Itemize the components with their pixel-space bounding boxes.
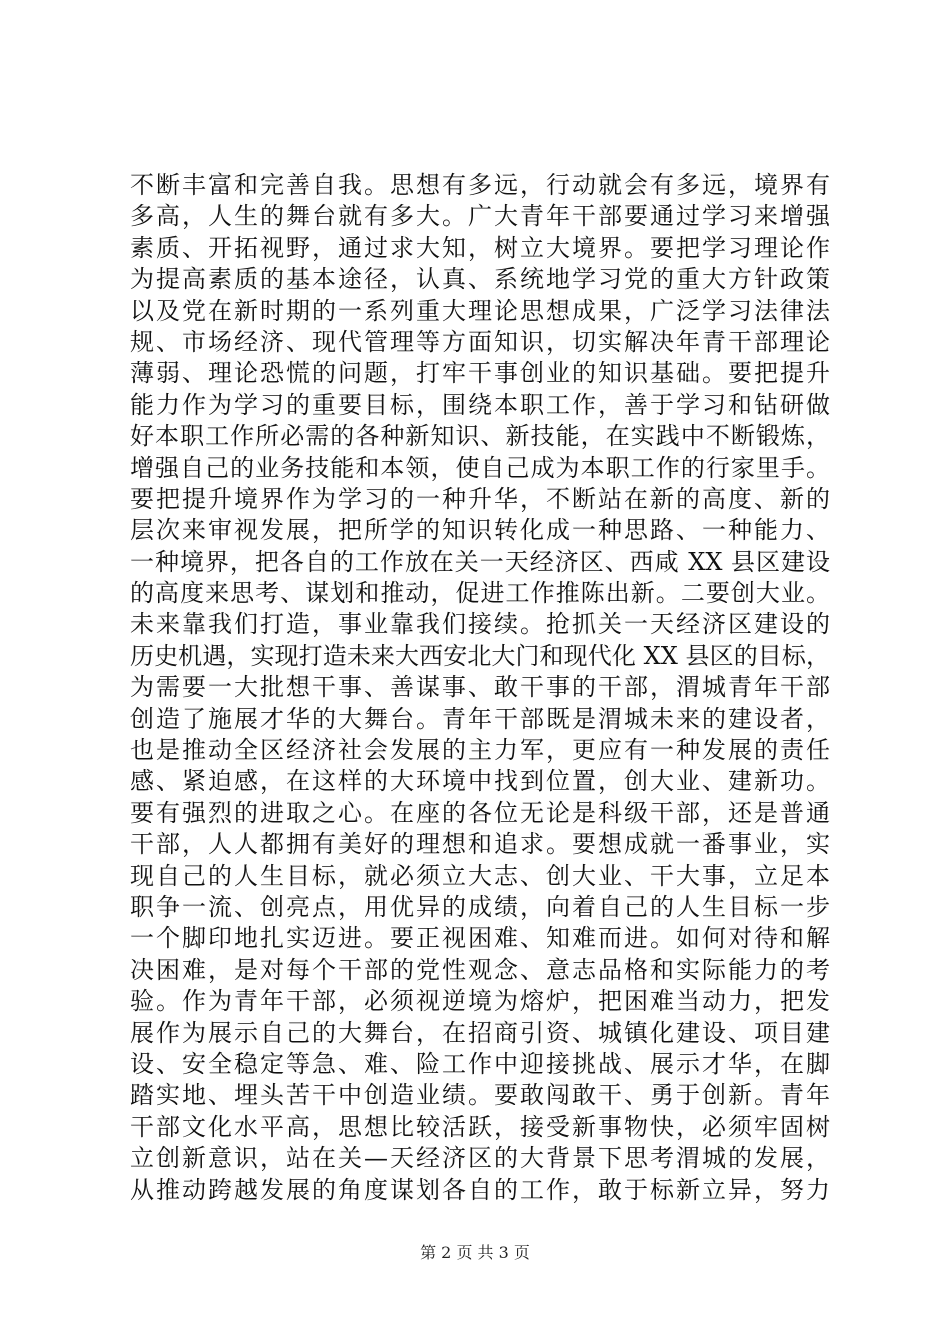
text-line: 能力作为学习的重要目标，围绕本职工作，善于学习和钻研做 <box>130 390 830 419</box>
text-line: 多高，人生的舞台就有多大。广大青年干部要通过学习来增强 <box>130 202 830 231</box>
body-text <box>130 170 830 1206</box>
text-line: 不断丰富和完善自我。思想有多远，行动就会有多远，境界有 <box>130 171 830 199</box>
text-line: 未来靠我们打造，事业靠我们接续。抢抓关一天经济区建设的 <box>130 610 830 639</box>
text-line: 为需要一大批想干事、善谋事、敢干事的干部，渭城青年干部 <box>130 673 830 702</box>
text-line: 创造了施展才华的大舞台。青年干部既是渭城未来的建设者， <box>130 704 830 733</box>
text-line: 为提高素质的基本途径，认真、系统地学习党的重大方针政策 <box>130 265 830 294</box>
text-line: 以及党在新时期的一系列重大理论思想成果，广泛学习法律法 <box>130 296 830 325</box>
text-line: 一种境界，把各自的工作放在关一天经济区、西咸 XX 县区建设 <box>130 547 830 576</box>
text-line: 要把提升境界作为学习的一种升华，不断站在新的高度、新的 <box>130 484 830 513</box>
text-line: 层次来审视发展，把所学的知识转化成一种思路、一种能力、 <box>130 516 830 545</box>
text-line: 感、紧迫感，在这样的大环境中找到位置，创大业、建新功。 <box>130 767 830 796</box>
text-line: 踏实地、埋头苦干中创造业绩。要敢闯敢干、勇于创新。青年 <box>130 1081 830 1110</box>
text-line: 好本职工作所必需的各种新知识、新技能，在实践中不断锻炼， <box>130 422 830 451</box>
text-line: 设、安全稳定等急、难、险工作中迎接挑战、展示才华，在脚 <box>130 1049 830 1078</box>
page-number-label: 第 2 页 共 3 页 <box>420 1243 530 1262</box>
text-line: 一个脚印地扎实迈进。要正视困难、知难而进。如何对待和解 <box>130 924 830 953</box>
text-line: 展作为展示自己的大舞台，在招商引资、城镇化建设、项目建 <box>130 1018 830 1047</box>
text-line: 素质、开拓视野，通过求大知，树立大境界。要把学习理论作 <box>130 233 830 262</box>
text-line: 从推动跨越发展的角度谋划各自的工作，敢于标新立异，努力 <box>130 1175 830 1204</box>
text-line: 规、市场经济、现代管理等方面知识，切实解决年青干部理论 <box>130 327 830 356</box>
text-line: 也是推动全区经济社会发展的主力军，更应有一种发展的责任 <box>130 736 830 765</box>
text-line: 立创新意识，站在关—天经济区的大背景下思考渭城的发展， <box>130 1144 830 1173</box>
text-line: 干部文化水平高，思想比较活跃，接受新事物快，必须牢固树 <box>130 1112 830 1141</box>
text-line: 薄弱、理论恐慌的问题，打牢干事创业的知识基础。要把提升 <box>130 359 830 388</box>
text-line: 职争一流、创亮点，用优异的成绩，向着自己的人生目标一步 <box>130 892 830 921</box>
text-line: 现自己的人生目标，就必须立大志、创大业、干大事，立足本 <box>130 861 830 890</box>
text-line: 增强自己的业务技能和本领，使自己成为本职工作的行家里手。 <box>130 453 830 482</box>
page-footer <box>0 1243 950 1263</box>
text-line: 决困难，是对每个干部的党性观念、意志品格和实际能力的考 <box>130 955 830 984</box>
text-line: 验。作为青年干部，必须视逆境为熔炉，把困难当动力，把发 <box>130 987 830 1016</box>
text-line: 干部，人人都拥有美好的理想和追求。要想成就一番事业，实 <box>130 830 830 859</box>
text-line: 要有强烈的进取之心。在座的各位无论是科级干部，还是普通 <box>130 798 830 827</box>
text-line: 的高度来思考、谋划和推动，促进工作推陈出新。二要创大业。 <box>130 579 830 608</box>
text-line: 历史机遇，实现打造未来大西安北大门和现代化 XX 县区的目标， <box>130 641 830 670</box>
